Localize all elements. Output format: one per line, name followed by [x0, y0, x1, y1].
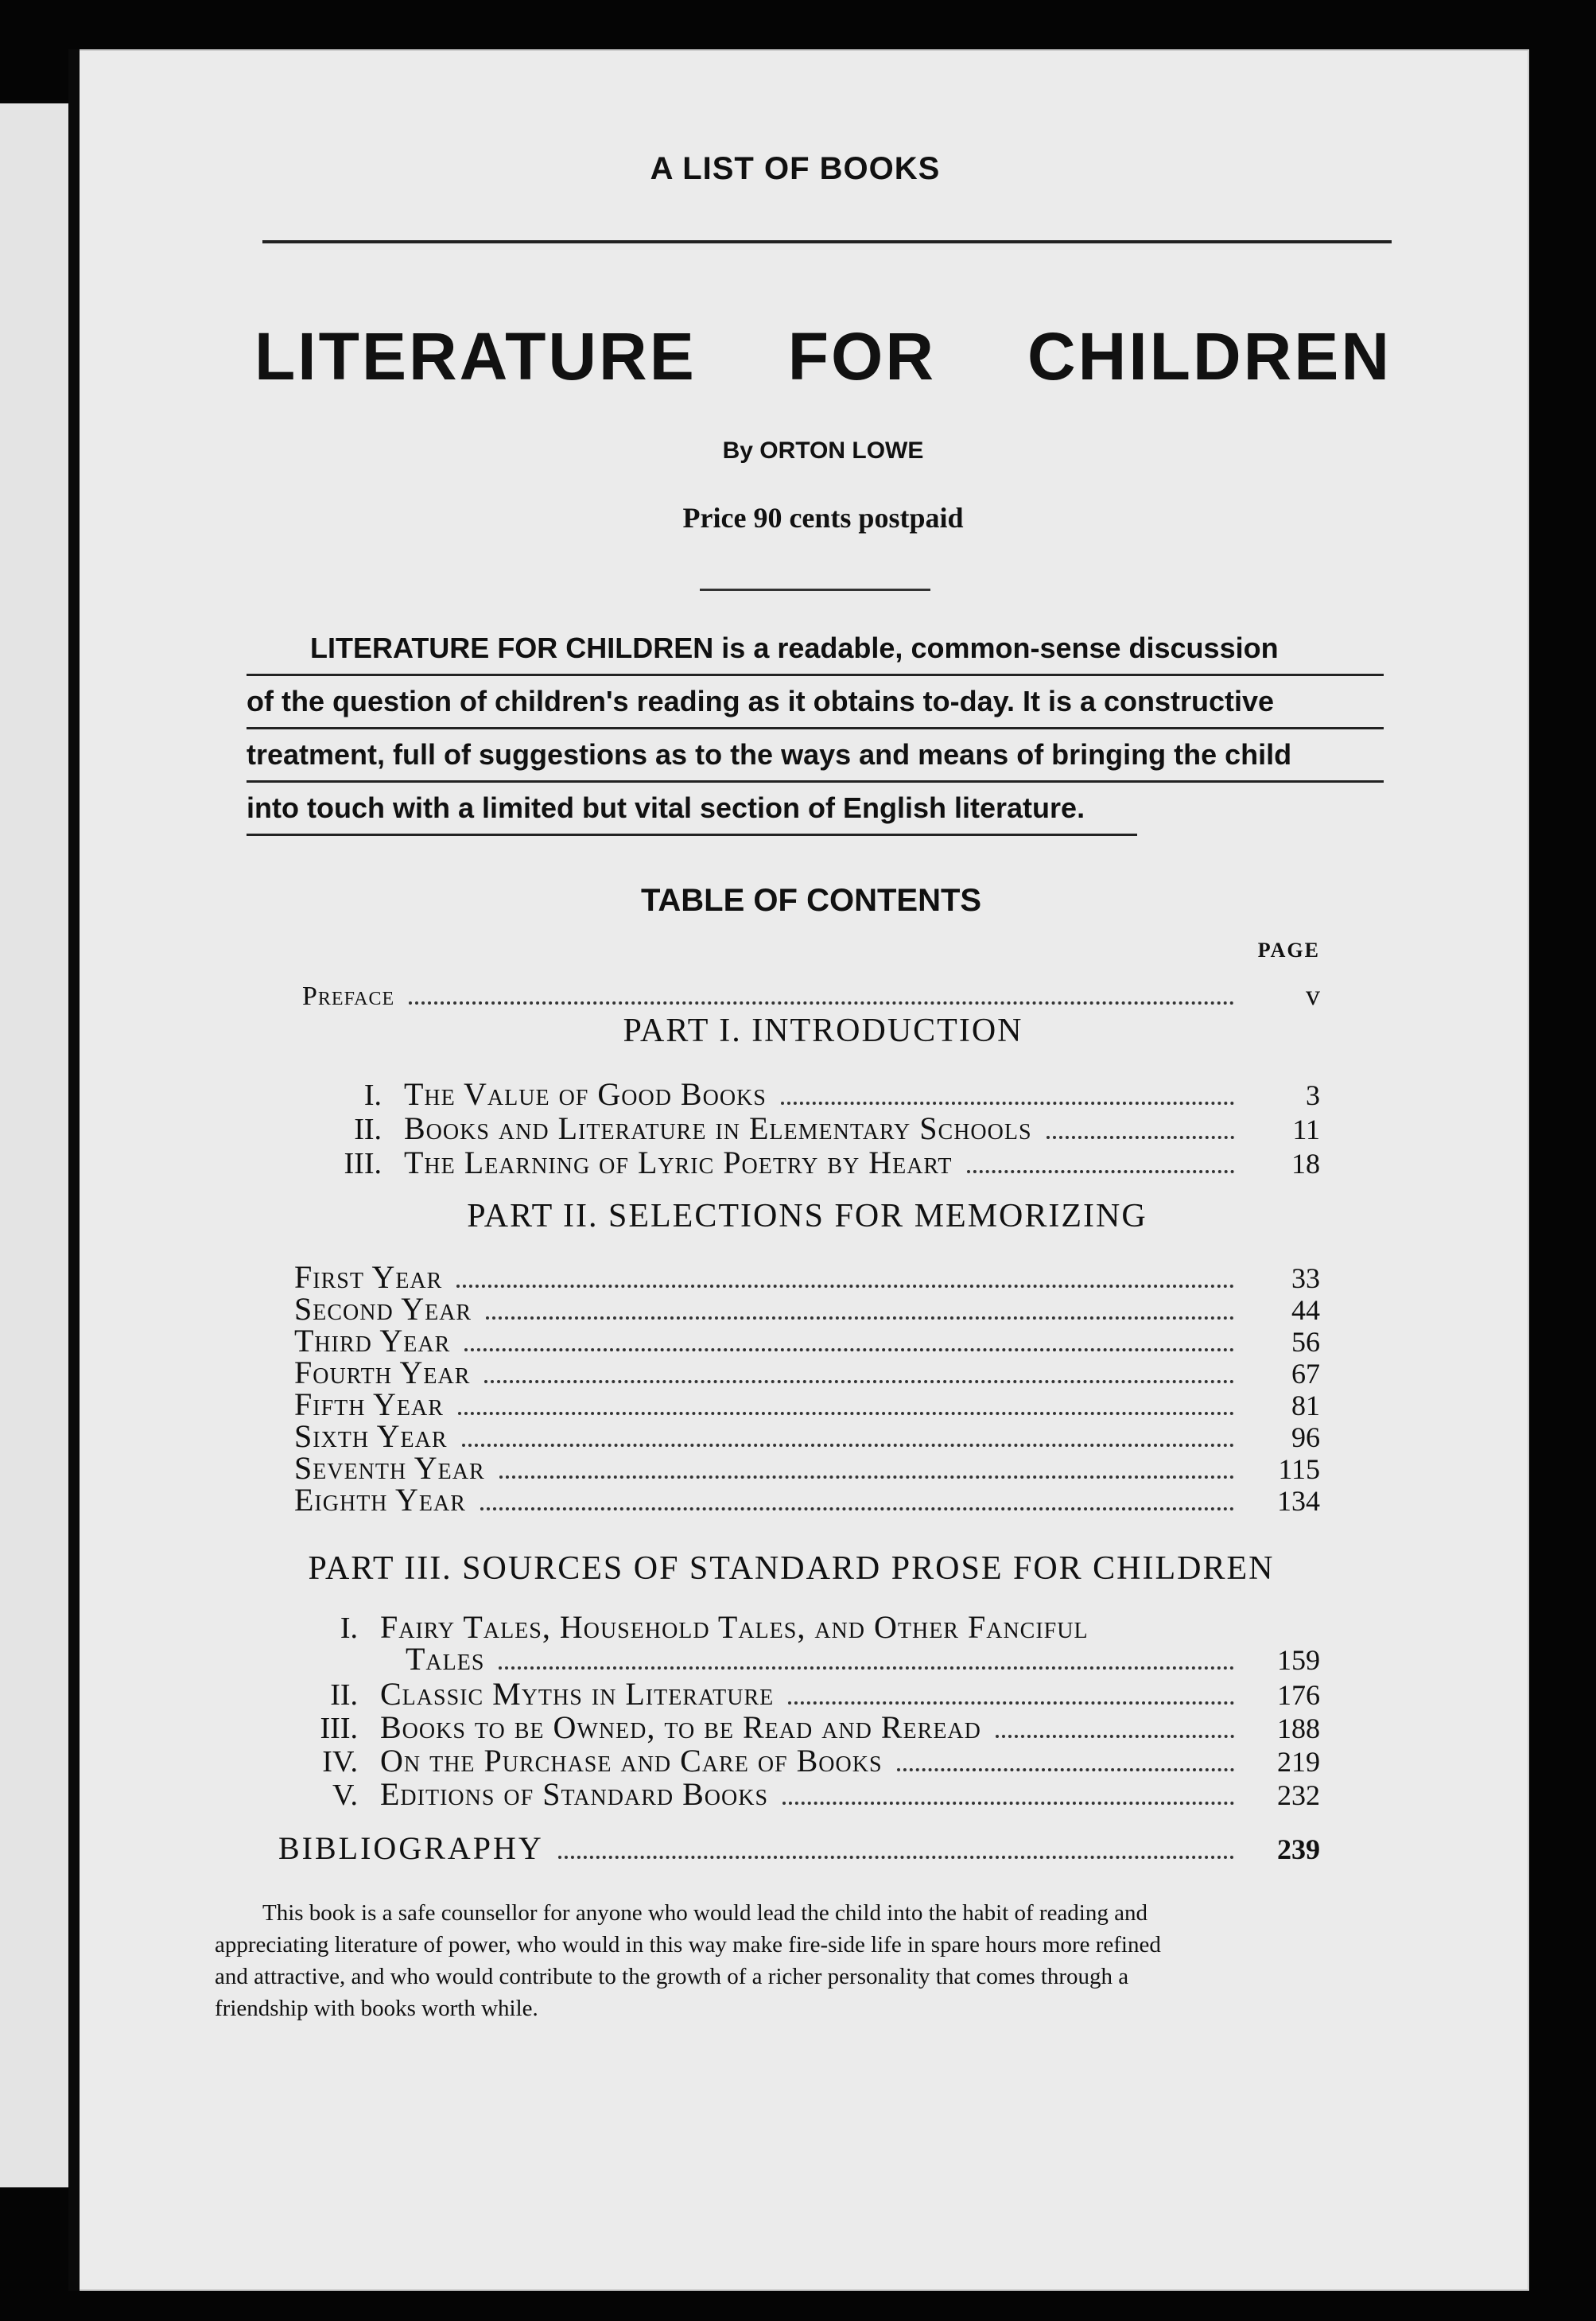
- leader-dots: [464, 1348, 1234, 1351]
- leader-dots: [781, 1102, 1234, 1105]
- footer-line: This book is a safe counsellor for anyone who would lead the child into the habit of reading and: [262, 1900, 1147, 1926]
- toc-entry-number: II.: [330, 1678, 358, 1712]
- toc-entry: [294, 1075, 1320, 1113]
- toc-entry-bibliography: [278, 1829, 1320, 1867]
- toc-entry-label: Classic Myths in Literature: [380, 1676, 775, 1712]
- title-word: FOR: [787, 319, 937, 394]
- toc-entry-page: 176: [1277, 1679, 1320, 1711]
- toc-entry-page: 232: [1277, 1779, 1320, 1811]
- toc-entry-label: Seventh Year: [294, 1450, 485, 1486]
- toc-entry-page: 11: [1292, 1114, 1320, 1145]
- leader-dots: [499, 1475, 1234, 1479]
- description-line: treatment, full of suggestions as to the ways and means of bringing the child: [247, 731, 1384, 783]
- toc-entry-page: 159: [1277, 1644, 1320, 1676]
- title-word: CHILDREN: [1027, 319, 1392, 394]
- part-heading: PART II. SELECTIONS FOR MEMORIZING: [467, 1198, 1147, 1234]
- toc-title: TABLE OF CONTENTS: [640, 883, 982, 918]
- toc-entry-page: 239: [1277, 1833, 1320, 1865]
- toc-entry-number: III.: [320, 1712, 358, 1745]
- toc-entry-preface: [302, 947, 1320, 1013]
- book-title: [254, 318, 1392, 395]
- toc-entry: [294, 1110, 1320, 1147]
- toc-entry: [270, 1709, 1320, 1746]
- toc-entry-label: Preface: [302, 982, 395, 1011]
- leader-dots: [480, 1507, 1234, 1510]
- leader-dots: [1047, 1136, 1234, 1139]
- description-line: of the question of children's reading as it obtains to-day. It is a constructive: [247, 678, 1384, 729]
- description-paragraph: [247, 624, 1384, 838]
- toc-entry-number: V.: [332, 1779, 358, 1812]
- part-heading: PART I. INTRODUCTION: [623, 1013, 1023, 1049]
- leader-dots: [484, 1380, 1234, 1383]
- toc-entry-number: II.: [354, 1113, 382, 1146]
- toc-entry-page: 96: [1291, 1421, 1320, 1453]
- toc-entry-page: 67: [1291, 1358, 1320, 1390]
- toc-entry-page: v: [1306, 979, 1320, 1011]
- toc-entry: [294, 1144, 1320, 1181]
- leader-dots: [996, 1735, 1234, 1738]
- list-header: A LIST OF BOOKS: [650, 151, 941, 186]
- toc-entry-page: 18: [1291, 1148, 1320, 1180]
- toc-entry-number: IV.: [322, 1745, 358, 1779]
- leader-dots: [788, 1701, 1234, 1705]
- toc-entry-page: 188: [1277, 1713, 1320, 1744]
- author-line: By ORTON LOWE: [722, 437, 924, 464]
- toc-entry-label: BIBLIOGRAPHY: [278, 1830, 544, 1866]
- toc-entry-page: 134: [1277, 1485, 1320, 1517]
- leader-dots: [897, 1768, 1234, 1771]
- toc-entry-label: Sixth Year: [294, 1418, 448, 1454]
- toc-page-header: PAGE: [1257, 939, 1320, 962]
- leader-dots: [499, 1666, 1234, 1670]
- toc-entry-label: Fourth Year: [294, 1355, 471, 1390]
- divider-rule: [700, 589, 930, 591]
- leader-dots: [967, 1170, 1234, 1173]
- toc-entry-label: Second Year: [294, 1291, 472, 1327]
- title-word: LITERATURE: [254, 319, 697, 394]
- toc-entry: [270, 1742, 1320, 1779]
- toc-entry-label: On the Purchase and Care of Books: [380, 1743, 883, 1779]
- leader-dots: [456, 1285, 1234, 1288]
- toc-entry-label: First Year: [294, 1259, 443, 1295]
- leader-dots: [458, 1412, 1234, 1415]
- leader-dots: [486, 1316, 1234, 1320]
- toc-entry-label: Editions of Standard Books: [380, 1776, 769, 1812]
- header-rule: [262, 240, 1392, 243]
- footer-line: and attractive, and who would contribute to the growth of a richer personality that comes through a: [215, 1964, 1129, 1989]
- toc-entry-page: 219: [1277, 1746, 1320, 1778]
- toc-entry-label: Books to be Owned, to be Read and Reread: [380, 1709, 981, 1745]
- toc-entry-label: Fairy Tales, Household Tales, and Other Fanciful: [380, 1609, 1089, 1645]
- toc-entry-page: 115: [1278, 1453, 1320, 1485]
- toc-entry-page: 33: [1291, 1262, 1320, 1294]
- toc-entry: [270, 1675, 1320, 1713]
- leader-dots: [409, 1001, 1234, 1005]
- toc-entry-label: Fifth Year: [294, 1386, 444, 1422]
- footer-line: friendship with books worth while.: [215, 1996, 538, 2021]
- toc-entry-label: Third Year: [294, 1323, 451, 1359]
- toc-entry-page: 81: [1291, 1390, 1320, 1421]
- toc-entry-label: Eighth Year: [294, 1482, 466, 1518]
- toc-entry-continued: [406, 1640, 1320, 1678]
- toc-entry-label: Tales: [406, 1641, 485, 1677]
- toc-entry-label: The Value of Good Books: [404, 1076, 767, 1112]
- toc-entry-label: The Learning of Lyric Poetry by Heart: [404, 1145, 953, 1180]
- leader-dots: [782, 1802, 1234, 1805]
- footer-line: appreciating literature of power, who would in this way make fire-side life in spare hours more refined: [215, 1932, 1161, 1957]
- toc-entry-page: 44: [1291, 1294, 1320, 1326]
- toc-entry: [270, 1775, 1320, 1813]
- toc-entry-label: Books and Literature in Elementary Schools: [404, 1110, 1032, 1146]
- toc-entry: [294, 1481, 1320, 1518]
- leader-dots: [462, 1444, 1234, 1447]
- toc-entry-number: III.: [344, 1147, 382, 1180]
- description-line: into touch with a limited but vital section of English literature.: [247, 784, 1137, 836]
- toc-entry-page: 56: [1291, 1326, 1320, 1358]
- footer-note: [215, 1897, 1352, 2024]
- toc-entry-number: I.: [340, 1611, 358, 1645]
- part-heading: PART III. SOURCES OF STANDARD PROSE FOR CHILDREN: [308, 1550, 1275, 1587]
- toc-entry-page: 3: [1306, 1079, 1320, 1111]
- price-line: Price 90 cents postpaid: [682, 502, 964, 534]
- description-line: LITERATURE FOR CHILDREN is a readable, common-sense discussion: [247, 624, 1384, 676]
- leader-dots: [558, 1856, 1234, 1859]
- toc-entry-number: I.: [363, 1079, 382, 1112]
